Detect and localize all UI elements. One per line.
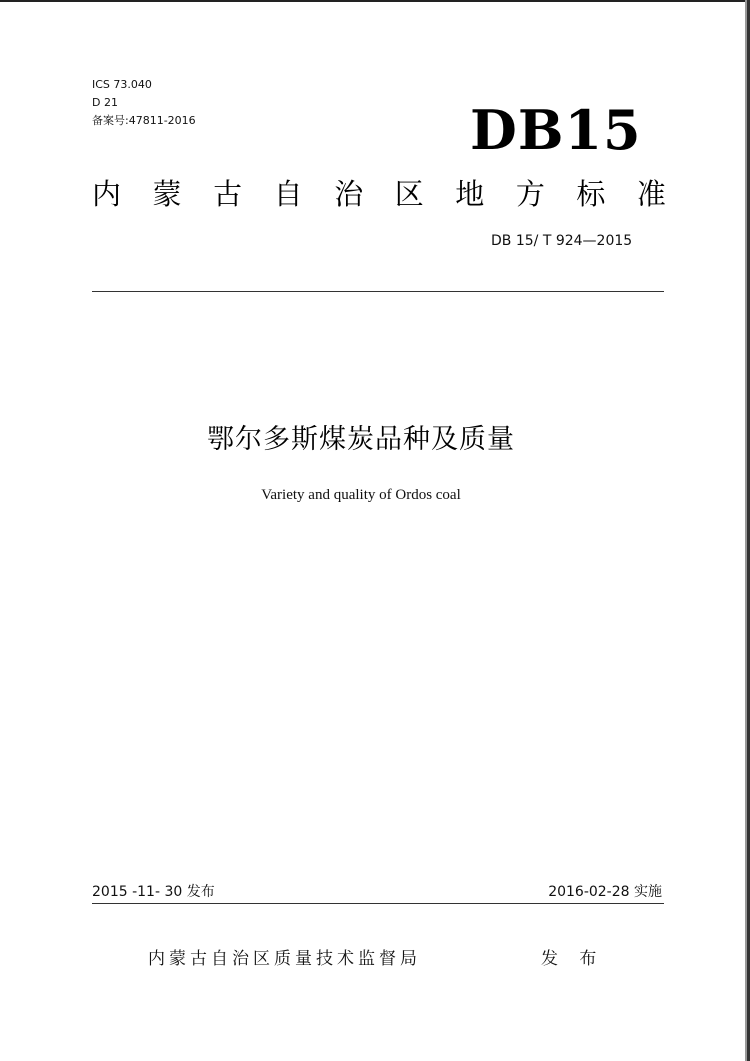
issue-date: 2015 -11- 30 发布 xyxy=(92,884,215,900)
publish-label: 发 布 xyxy=(541,949,605,969)
effective-date: 2016-02-28 实施 xyxy=(548,884,662,900)
standard-type-char: 自 xyxy=(273,177,303,211)
scan-edge-top xyxy=(0,0,750,2)
ccs-code: D 21 xyxy=(92,96,118,109)
standard-type-char: 古 xyxy=(213,177,243,211)
standard-type-char: 蒙 xyxy=(152,177,182,211)
header-divider xyxy=(92,291,664,292)
standard-type-char: 地 xyxy=(455,177,485,211)
standard-type-char: 区 xyxy=(394,177,424,211)
standard-number: DB 15/ T 924—2015 xyxy=(491,233,633,249)
ics-code: ICS 73.040 xyxy=(92,78,152,91)
title-english: Variety and quality of Ordos coal xyxy=(261,487,461,503)
title-chinese: 鄂尔多斯煤炭品种及质量 xyxy=(207,424,515,455)
standard-type-char: 标 xyxy=(576,177,606,211)
footer-divider xyxy=(92,903,664,904)
db-logo: DB15 xyxy=(470,98,642,162)
scan-edge-right-shadow xyxy=(745,0,747,1061)
issuing-authority: 内蒙古自治区质量技术监督局 xyxy=(148,949,421,969)
filing-number: 备案号:47811-2016 xyxy=(92,114,196,127)
standard-type-heading xyxy=(92,174,666,214)
standard-type-char: 方 xyxy=(515,177,545,211)
standard-type-char: 准 xyxy=(636,177,666,211)
standard-type-char: 治 xyxy=(334,177,364,211)
classification-block xyxy=(92,76,196,130)
standard-type-char: 内 xyxy=(92,177,122,211)
